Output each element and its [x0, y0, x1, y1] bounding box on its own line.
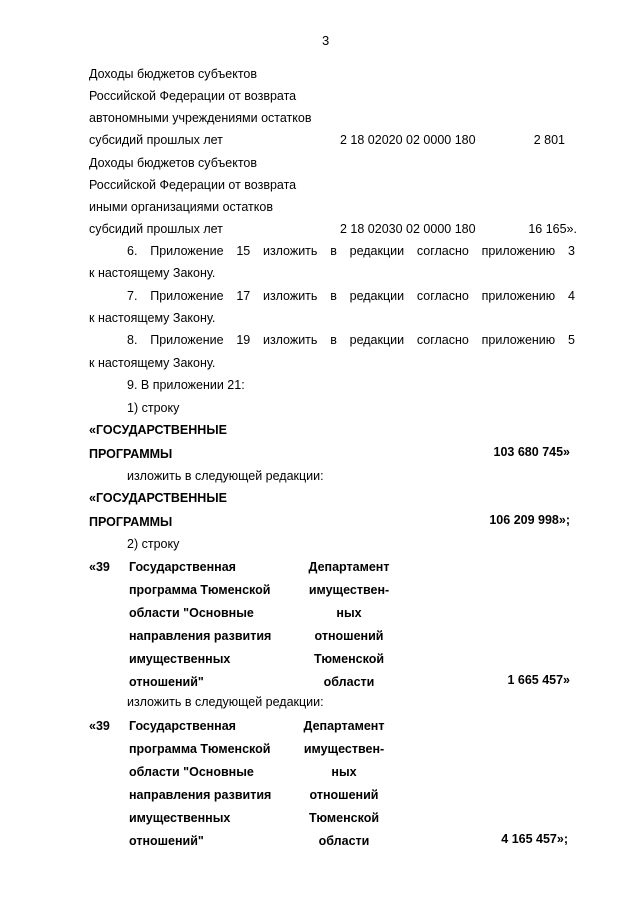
- word: 15: [236, 244, 251, 258]
- row-amount: 4 165 457»;: [501, 832, 568, 846]
- income-code: 2 18 02030 02 0000 180: [340, 222, 476, 236]
- point-7-line: [127, 289, 575, 303]
- word: изложить: [263, 244, 318, 258]
- replace-instruction: изложить в следующей редакции:: [127, 469, 324, 483]
- income-item-text: субсидий прошлых лет: [89, 133, 223, 147]
- program-name-line: области "Основные: [129, 606, 254, 620]
- program-name-line: Государственная: [129, 560, 236, 574]
- word: редакции: [349, 244, 405, 258]
- department-line: имуществен-: [303, 742, 385, 756]
- word: согласно: [416, 333, 469, 347]
- word: Приложение: [150, 244, 224, 258]
- income-item-text: Доходы бюджетов субъектов: [89, 67, 257, 81]
- program-name-line: отношений": [129, 675, 204, 689]
- word: согласно: [416, 289, 469, 303]
- word: в: [330, 289, 337, 303]
- department-line: области: [318, 834, 370, 848]
- row-number: «39: [89, 560, 110, 574]
- department-line: области: [323, 675, 375, 689]
- department-line: ных: [331, 765, 357, 779]
- department-line: Тюменской: [313, 652, 385, 666]
- word: приложению: [481, 289, 556, 303]
- department-line: имуществен-: [308, 583, 390, 597]
- replace-instruction: изложить в следующей редакции:: [127, 695, 324, 709]
- gp-new-label: ПРОГРАММЫ: [89, 515, 173, 529]
- word: 19: [236, 333, 251, 347]
- row-amount: 1 665 457»: [507, 673, 570, 687]
- word: 6.: [127, 244, 138, 258]
- word: 8.: [127, 333, 138, 347]
- word: 4: [567, 289, 575, 303]
- point-6-line: [127, 244, 575, 258]
- word: приложению: [481, 333, 556, 347]
- income-item-text: автономными учреждениями остатков: [89, 111, 312, 125]
- word: в: [330, 244, 337, 258]
- word: изложить: [263, 333, 318, 347]
- word: приложению: [481, 244, 556, 258]
- gp-old-label: ПРОГРАММЫ: [89, 447, 173, 461]
- program-name-line: Государственная: [129, 719, 236, 733]
- program-name-line: отношений": [129, 834, 204, 848]
- program-name-line: программа Тюменской: [129, 583, 271, 597]
- sub-point-1: 1) строку: [127, 401, 180, 415]
- gp-new-amount: 106 209 998»;: [489, 513, 570, 527]
- program-name-line: направления развития: [129, 629, 272, 643]
- row-number: «39: [89, 719, 110, 733]
- page-number: 3: [322, 33, 330, 48]
- word: 5: [567, 333, 575, 347]
- department-line: Тюменской: [308, 811, 380, 825]
- income-item-text: Российской Федерации от возврата: [89, 178, 297, 192]
- income-item-text: иными организациями остатков: [89, 200, 273, 214]
- income-code: 2 18 02020 02 0000 180: [340, 133, 476, 147]
- program-name-line: области "Основные: [129, 765, 254, 779]
- word: 3: [567, 244, 575, 258]
- income-item-text: субсидий прошлых лет: [89, 222, 223, 236]
- gp-old-label: «ГОСУДАРСТВЕННЫЕ: [89, 423, 227, 437]
- gp-new-label: «ГОСУДАРСТВЕННЫЕ: [89, 491, 227, 505]
- department-line: ных: [336, 606, 362, 620]
- income-amount: 2 801: [533, 133, 565, 147]
- program-name-line: имущественных: [129, 652, 231, 666]
- word: редакции: [349, 333, 405, 347]
- program-name-line: программа Тюменской: [129, 742, 271, 756]
- point-8-continuation: к настоящему Закону.: [89, 356, 216, 370]
- word: в: [330, 333, 337, 347]
- income-amount: 16 165».: [528, 222, 577, 236]
- word: редакции: [349, 289, 405, 303]
- program-name-line: направления развития: [129, 788, 272, 802]
- word: изложить: [263, 289, 318, 303]
- point-9-heading: 9. В приложении 21:: [127, 378, 245, 392]
- word: Приложение: [150, 333, 224, 347]
- income-item-text: Российской Федерации от возврата: [89, 89, 297, 103]
- word: Приложение: [150, 289, 224, 303]
- word: согласно: [416, 244, 469, 258]
- department-line: Департамент: [303, 719, 385, 733]
- sub-point-2: 2) строку: [127, 537, 180, 551]
- program-name-line: имущественных: [129, 811, 231, 825]
- income-item-text: Доходы бюджетов субъектов: [89, 156, 257, 170]
- department-line: отношений: [309, 788, 379, 802]
- word: 17: [236, 289, 251, 303]
- department-line: отношений: [314, 629, 384, 643]
- point-6-continuation: к настоящему Закону.: [89, 266, 216, 280]
- point-7-continuation: к настоящему Закону.: [89, 311, 216, 325]
- word: 7.: [127, 289, 138, 303]
- gp-old-amount: 103 680 745»: [493, 445, 570, 459]
- department-line: Департамент: [308, 560, 390, 574]
- point-8-line: [127, 333, 575, 347]
